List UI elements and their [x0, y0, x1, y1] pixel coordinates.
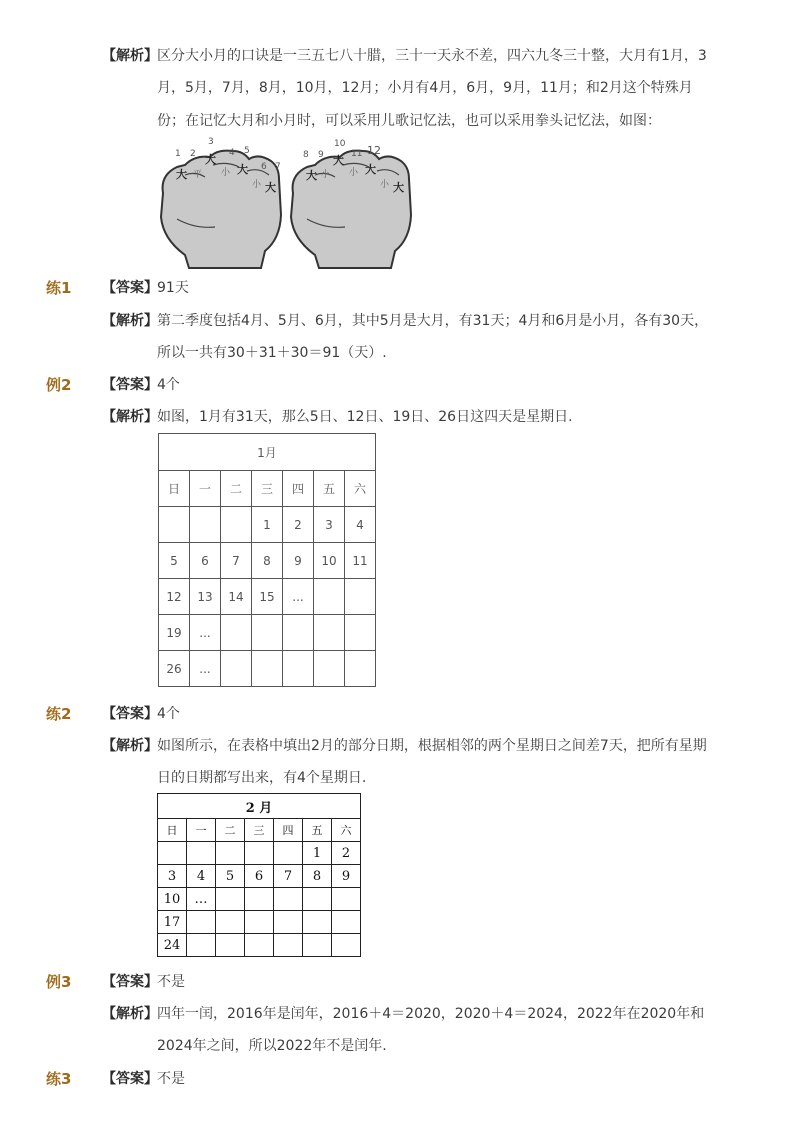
calendar-cell: …	[187, 888, 216, 911]
knuckle-char: 小	[221, 168, 231, 178]
calendar-cell	[221, 507, 252, 543]
calendar-cell	[187, 911, 216, 934]
weekday-header: 一	[187, 819, 216, 842]
month-number-label: 5	[244, 146, 250, 156]
calendar-cell	[332, 888, 361, 911]
knuckle-char: 大	[205, 153, 216, 166]
calendar-cell	[221, 651, 252, 687]
knuckle-char: 大	[237, 163, 248, 176]
month-number-label: 7	[275, 162, 281, 172]
calendar-cell	[190, 507, 221, 543]
fist-memory-illustration	[155, 135, 415, 271]
calendar-cell: 15	[252, 579, 283, 615]
calendar-cell: 1	[252, 507, 283, 543]
calendar-cell	[216, 888, 245, 911]
analysis-line: 所以一共有30＋31＋30＝91（天）.	[157, 345, 387, 361]
calendar-cell: 9	[332, 865, 361, 888]
exercise-label: 练1	[46, 279, 72, 297]
calendar-cell: 2	[283, 507, 314, 543]
month-number-label: 1	[175, 149, 181, 159]
analysis-tag: 【解析】	[102, 48, 158, 64]
knuckle-char: 小	[321, 170, 331, 180]
weekday-header: 一	[190, 471, 221, 507]
month-number-label: 4	[229, 148, 235, 158]
weekday-header: 六	[332, 819, 361, 842]
example-label: 例2	[46, 376, 72, 394]
calendar-cell	[221, 615, 252, 651]
calendar-cell: 7	[274, 865, 303, 888]
calendar-cell: 17	[158, 911, 187, 934]
knuckle-char: 平	[193, 170, 203, 180]
calendar-cell: 7	[221, 543, 252, 579]
weekday-header: 三	[252, 471, 283, 507]
calendar-cell: 14	[221, 579, 252, 615]
month-number-label: 9	[318, 150, 324, 160]
month-number-label: 6	[261, 162, 267, 172]
calendar-cell: 3	[314, 507, 345, 543]
calendar-cell: 3	[158, 865, 187, 888]
knuckle-char: 小	[252, 180, 262, 190]
calendar-cell	[274, 911, 303, 934]
february-calendar-table	[157, 793, 361, 957]
calendar-cell: 1	[303, 842, 332, 865]
answer-tag: 【答案】	[102, 280, 158, 296]
analysis-tag: 【解析】	[102, 313, 158, 329]
answer-tag: 【答案】	[102, 706, 158, 722]
calendar-cell	[274, 934, 303, 957]
answer-text: 91天	[157, 280, 189, 296]
answer-tag: 【答案】	[102, 1071, 158, 1087]
calendar-cell	[283, 615, 314, 651]
exercise-label: 练3	[46, 1070, 72, 1088]
calendar-cell: 5	[216, 865, 245, 888]
exercise-label: 练2	[46, 705, 72, 723]
knuckle-char: 大	[306, 169, 317, 182]
calendar-cell	[345, 651, 376, 687]
calendar-cell: 24	[158, 934, 187, 957]
calendar-cell: 13	[190, 579, 221, 615]
calendar-cell: ...	[190, 615, 221, 651]
knuckle-char: 小	[349, 168, 359, 178]
calendar-cell	[332, 934, 361, 957]
calendar-cell	[345, 615, 376, 651]
calendar-cell: 2	[332, 842, 361, 865]
weekday-header: 日	[159, 471, 190, 507]
analysis-line: 区分大小月的口诀是一三五七八十腊，三十一天永不差，四六九冬三十整，大月有1月，3	[157, 48, 707, 64]
analysis-line: 如图，1月有31天，那么5日、12日、19日、26日这四天是星期日.	[157, 409, 573, 425]
calendar-cell: 6	[190, 543, 221, 579]
answer-tag: 【答案】	[102, 377, 158, 393]
calendar-cell	[252, 651, 283, 687]
calendar-cell	[158, 842, 187, 865]
calendar-cell: 4	[345, 507, 376, 543]
calendar-cell: 9	[283, 543, 314, 579]
calendar-cell	[252, 615, 283, 651]
knuckle-char: 小	[380, 180, 390, 190]
knuckle-char: 大	[265, 181, 276, 194]
calendar-title: 1月	[159, 434, 376, 471]
january-calendar-table	[158, 433, 376, 687]
answer-text: 4个	[157, 706, 180, 722]
answer-text: 不是	[157, 974, 185, 990]
answer-text: 不是	[157, 1071, 185, 1087]
calendar-cell	[332, 911, 361, 934]
weekday-header: 五	[303, 819, 332, 842]
knuckle-char: 大	[176, 168, 187, 181]
calendar-cell	[187, 934, 216, 957]
calendar-title: 2 月	[158, 794, 361, 819]
knuckle-char: 大	[333, 154, 344, 167]
calendar-cell	[216, 842, 245, 865]
calendar-cell: ...	[283, 579, 314, 615]
calendar-cell	[303, 934, 332, 957]
month-number-label: 12	[367, 144, 381, 157]
weekday-header: 六	[345, 471, 376, 507]
analysis-tag: 【解析】	[102, 738, 158, 754]
analysis-line: 日的日期都写出来，有4个星期日.	[157, 770, 367, 786]
calendar-cell	[159, 507, 190, 543]
calendar-cell	[283, 651, 314, 687]
analysis-tag: 【解析】	[102, 1006, 158, 1022]
weekday-header: 四	[274, 819, 303, 842]
example-label: 例3	[46, 973, 72, 991]
calendar-cell	[216, 934, 245, 957]
weekday-header: 五	[314, 471, 345, 507]
calendar-cell: 6	[245, 865, 274, 888]
month-number-label: 11	[351, 149, 363, 159]
calendar-cell: 11	[345, 543, 376, 579]
weekday-header: 四	[283, 471, 314, 507]
month-number-label: 10	[334, 139, 346, 149]
calendar-cell	[303, 888, 332, 911]
calendar-cell	[314, 579, 345, 615]
calendar-cell	[245, 934, 274, 957]
weekday-header: 三	[245, 819, 274, 842]
analysis-line: 月，5月，7月，8月，10月，12月；小月有4月，6月，9月，11月；和2月这个特殊月	[157, 80, 693, 96]
analysis-line: 2024年之间，所以2022年不是闰年.	[157, 1038, 387, 1054]
calendar-cell	[245, 888, 274, 911]
month-number-label: 2	[190, 149, 196, 159]
knuckle-char: 大	[365, 163, 376, 176]
knuckle-char: 大	[393, 181, 404, 194]
calendar-cell	[274, 842, 303, 865]
calendar-cell	[216, 911, 245, 934]
calendar-cell: ...	[190, 651, 221, 687]
calendar-cell	[303, 911, 332, 934]
calendar-cell: 10	[158, 888, 187, 911]
analysis-line: 份；在记忆大月和小月时，可以采用儿歌记忆法，也可以采用拳头记忆法，如图：	[157, 113, 661, 129]
month-number-label: 8	[303, 150, 309, 160]
calendar-cell	[245, 911, 274, 934]
weekday-header: 二	[216, 819, 245, 842]
analysis-line: 第二季度包括4月、5月、6月，其中5月是大月，有31天；4月和6月是小月，各有30天，	[157, 313, 709, 329]
calendar-cell: 4	[187, 865, 216, 888]
calendar-cell: 5	[159, 543, 190, 579]
answer-tag: 【答案】	[102, 974, 158, 990]
calendar-cell	[345, 579, 376, 615]
month-number-label: 3	[208, 137, 214, 147]
weekday-header: 二	[221, 471, 252, 507]
calendar-cell: 10	[314, 543, 345, 579]
calendar-cell: 12	[159, 579, 190, 615]
analysis-tag: 【解析】	[102, 409, 158, 425]
calendar-cell: 8	[303, 865, 332, 888]
answer-text: 4个	[157, 377, 180, 393]
calendar-cell	[314, 615, 345, 651]
calendar-cell: 26	[159, 651, 190, 687]
calendar-cell	[274, 888, 303, 911]
calendar-cell: 8	[252, 543, 283, 579]
calendar-cell: 19	[159, 615, 190, 651]
calendar-cell	[314, 651, 345, 687]
analysis-line: 四年一闰，2016年是闰年，2016＋4＝2020，2020＋4＝2024，2022年在2020年和	[157, 1006, 705, 1022]
analysis-line: 如图所示，在表格中填出2月的部分日期，根据相邻的两个星期日之间差7天，把所有星期	[157, 738, 707, 754]
calendar-cell	[187, 842, 216, 865]
weekday-header: 日	[158, 819, 187, 842]
calendar-cell	[245, 842, 274, 865]
